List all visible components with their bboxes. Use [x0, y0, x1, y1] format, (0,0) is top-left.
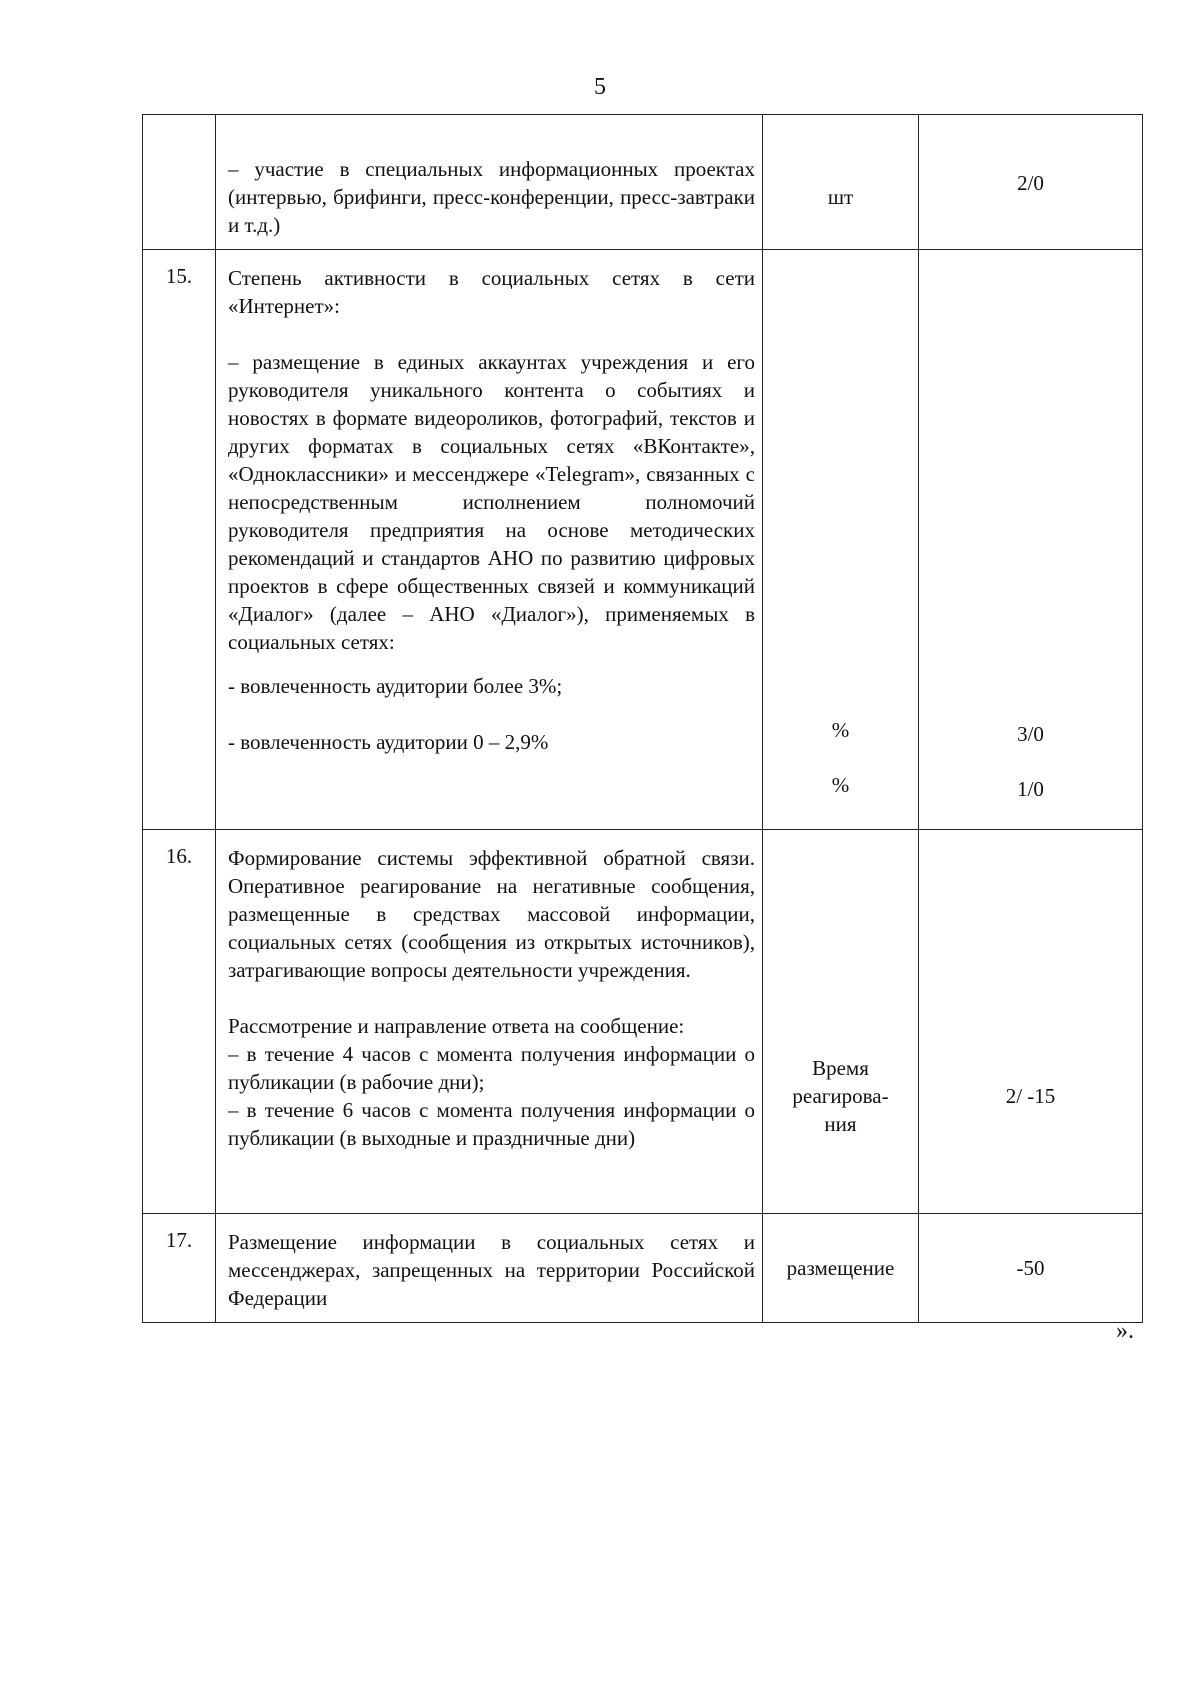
unit-label: шт	[827, 185, 854, 209]
closing-quote-mark: ».	[1116, 1318, 1134, 1344]
paragraph: – в течение 6 часов с момента получения информации о публикации (в выходные и праздничные дни)	[228, 1098, 755, 1150]
row-description	[216, 830, 763, 1214]
table-row	[143, 830, 1143, 1214]
value-label: 1/0	[1017, 777, 1044, 801]
page-number: 5	[594, 74, 606, 100]
unit-label: ния	[824, 1112, 857, 1136]
table-row	[143, 115, 1143, 250]
sub-item-text: - вовлеченность аудитории 0 – 2,9%	[228, 730, 549, 754]
table-row	[143, 1214, 1143, 1323]
paragraph: Степень активности в социальных сетях в сети «Интернет»:	[228, 266, 755, 318]
row-value	[919, 115, 1143, 250]
value-label: 2/0	[1017, 171, 1044, 195]
row-value	[919, 250, 1143, 830]
row-value	[919, 830, 1143, 1214]
paragraph: – в течение 4 часов с момента получения информации о публикации (в рабочие дни);	[228, 1042, 755, 1094]
row-value	[919, 1214, 1143, 1323]
paragraph: Размещение информации в социальных сетях и мессенджерах, запрещенных на территории Российской Федерации	[228, 1230, 755, 1310]
row-number: 16.	[143, 830, 216, 1214]
value-label: -50	[1016, 1256, 1045, 1280]
row-description	[216, 115, 763, 250]
row-number: 17.	[143, 1214, 216, 1323]
row-description	[216, 250, 763, 830]
table-row	[143, 250, 1143, 830]
unit-label: размещение	[786, 1256, 895, 1280]
sub-item-text: - вовлеченность аудитории более 3%;	[228, 674, 563, 698]
row-number	[143, 115, 216, 250]
indicators-table	[142, 114, 1143, 1323]
row-description	[216, 1214, 763, 1323]
unit-label: %	[831, 773, 850, 797]
row-unit	[763, 115, 919, 250]
row-unit	[763, 250, 919, 830]
paragraph: – размещение в единых аккаунтах учреждения и его руководителя уникального контента о событиях и новостях в формате видеороликов, фотографий, текстов и других форматах в социальных сетях «ВКонтакте», «Одноклассники» и мессенджере «Telegram», связанных с непосредственным исполнением полномочий руководителя предприятия на основе методических рекомендаций и стандартов АНО по развитию цифровых проектов в сфере общественных связей и коммуникаций «Диалог» (далее – АНО «Диалог»), применяемых в социальных сетях:	[228, 350, 755, 654]
unit-label: реагирова-	[792, 1084, 889, 1108]
row-number: 15.	[143, 250, 216, 830]
paragraph: Формирование системы эффективной обратной связи. Оперативное реагирование на негативные сообщения, размещенные в средствах массовой информации, социальных сетях (сообщения из открытых источников), затрагивающие вопросы деятельности учреждения.	[228, 846, 755, 982]
row-unit	[763, 830, 919, 1214]
paragraph: Рассмотрение и направление ответа на сообщение:	[228, 1014, 685, 1038]
paragraph: – участие в специальных информационных проектах (интервью, брифинги, пресс-конференции, пресс-завтраки и т.д.)	[228, 157, 755, 237]
value-label: 2/ -15	[1005, 1084, 1056, 1108]
row-unit	[763, 1214, 919, 1323]
value-label: 3/0	[1017, 722, 1044, 746]
unit-label: Время	[812, 1056, 869, 1080]
unit-label: %	[831, 718, 850, 742]
